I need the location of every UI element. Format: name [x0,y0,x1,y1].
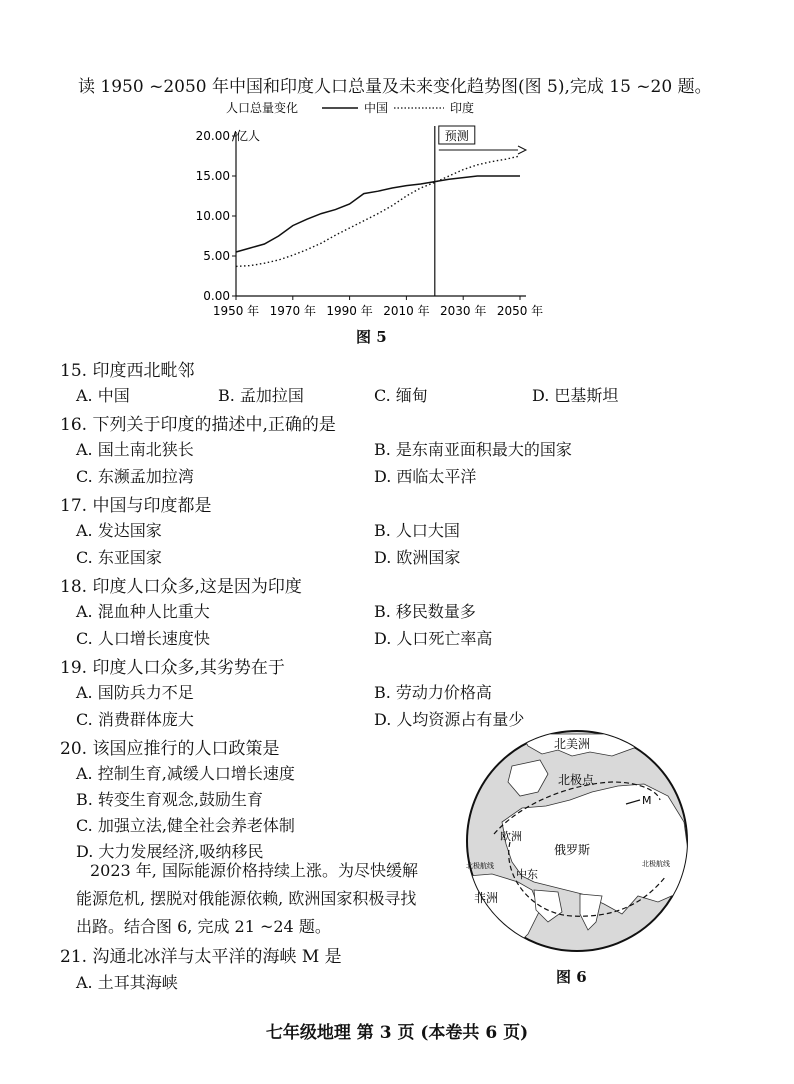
label-africa: 非洲 [474,891,499,905]
y-tick-label: 5.00 [203,249,230,263]
question-option: D. 西临太平洋 [374,467,477,486]
population-chart [190,96,550,328]
fig5-caption: 图 5 [356,328,387,346]
question-stem: 17. 中国与印度都是 [60,496,212,516]
legend-china-label: 中国 [364,101,389,115]
question-option: A. 控制生育,减缓人口增长速度 [76,764,295,783]
label-m: M [642,794,652,807]
question-option: D. 大力发展经济,吸纳移民 [76,842,264,861]
intro-text: 读 1950 ~2050 年中国和印度人口总量及未来变化趋势图(图 5),完成 15 ~20 题。 [78,77,712,97]
y-tick-label: 10.00 [195,209,230,223]
x-tick-label: 2010 年 [383,304,430,318]
label-middle-east: 中东 [516,868,538,881]
passage-line-3: 出路。结合图 6, 完成 21 ~24 题。 [76,917,331,936]
legend-india-label: 印度 [450,101,475,115]
question-21-stem: 21. 沟通北冰洋与太平洋的海峡 M 是 [60,947,342,967]
fig6-caption: 图 6 [556,968,587,986]
question-option: B. 转变生育观念,鼓励生育 [76,790,264,809]
label-route-right: 北极航线 [642,860,670,868]
question-option: C. 人口增长速度快 [76,629,210,648]
question-option: D. 巴基斯坦 [532,386,619,405]
label-north-pole: 北极点 [558,773,595,787]
question-option: A. 中国 [76,386,130,405]
question-stem: 16. 下列关于印度的描述中,正确的是 [60,415,336,435]
series-line-india [236,156,520,266]
y-tick-label: 15.00 [195,169,230,183]
y-tick-label: 20.00 [195,129,230,143]
question-option: B. 劳动力价格高 [374,683,492,702]
page-footer: 七年级地理 第 3 页 (本卷共 6 页) [265,1023,529,1043]
question-option: B. 是东南亚面积最大的国家 [374,440,572,459]
chart-title: 人口总量变化 [226,101,299,115]
x-tick-label: 2050 年 [496,304,544,318]
question-option: A. 发达国家 [76,521,162,540]
question-stem: 15. 印度西北毗邻 [60,361,195,381]
x-tick-label: 2030 年 [440,304,487,318]
label-route-left: 北极航线 [466,862,494,870]
question-option: C. 缅甸 [374,386,428,405]
question-option: A. 国防兵力不足 [76,683,194,702]
question-option: A. 国土南北狭长 [76,440,194,459]
label-north-america: 北美洲 [554,737,591,751]
question-stem: 19. 印度人口众多,其劣势在于 [60,658,285,678]
question-option: B. 人口大国 [374,521,460,540]
question-option: A. 混血种人比重大 [76,602,210,621]
passage-line-1: 2023 年, 国际能源价格持续上涨。为尽快缓解 [90,861,418,880]
question-option: B. 孟加拉国 [218,386,304,405]
label-russia: 俄罗斯 [554,843,591,857]
question-option: B. 移民数量多 [374,602,476,621]
x-tick-label: 1990 年 [326,304,373,318]
globe-map [462,726,692,956]
forecast-arrow-head [518,146,526,154]
question-21-option-a: A. 土耳其海峡 [76,973,178,992]
question-option: C. 东濒孟加拉湾 [76,467,194,486]
question-option: C. 加强立法,健全社会养老体制 [76,816,295,835]
forecast-label: 预测 [444,129,469,143]
question-option: C. 东亚国家 [76,548,162,567]
question-option: D. 人口死亡率高 [374,629,493,648]
question-option: D. 人均资源占有量少 [374,710,525,729]
x-tick-label: 1970 年 [269,304,316,318]
question-option: D. 欧洲国家 [374,548,461,567]
label-europe: 欧洲 [500,830,522,843]
question-stem: 18. 印度人口众多,这是因为印度 [60,577,302,597]
x-tick-label: 1950 年 [212,304,260,318]
question-option: C. 消费群体庞大 [76,710,194,729]
y-tick-label: 0.00 [203,289,230,303]
question-stem: 20. 该国应推行的人口政策是 [60,739,280,759]
passage-line-2: 能源危机, 摆脱对俄能源依赖, 欧洲国家积极寻找 [76,889,417,908]
y-axis-label: /亿人 [232,129,261,143]
